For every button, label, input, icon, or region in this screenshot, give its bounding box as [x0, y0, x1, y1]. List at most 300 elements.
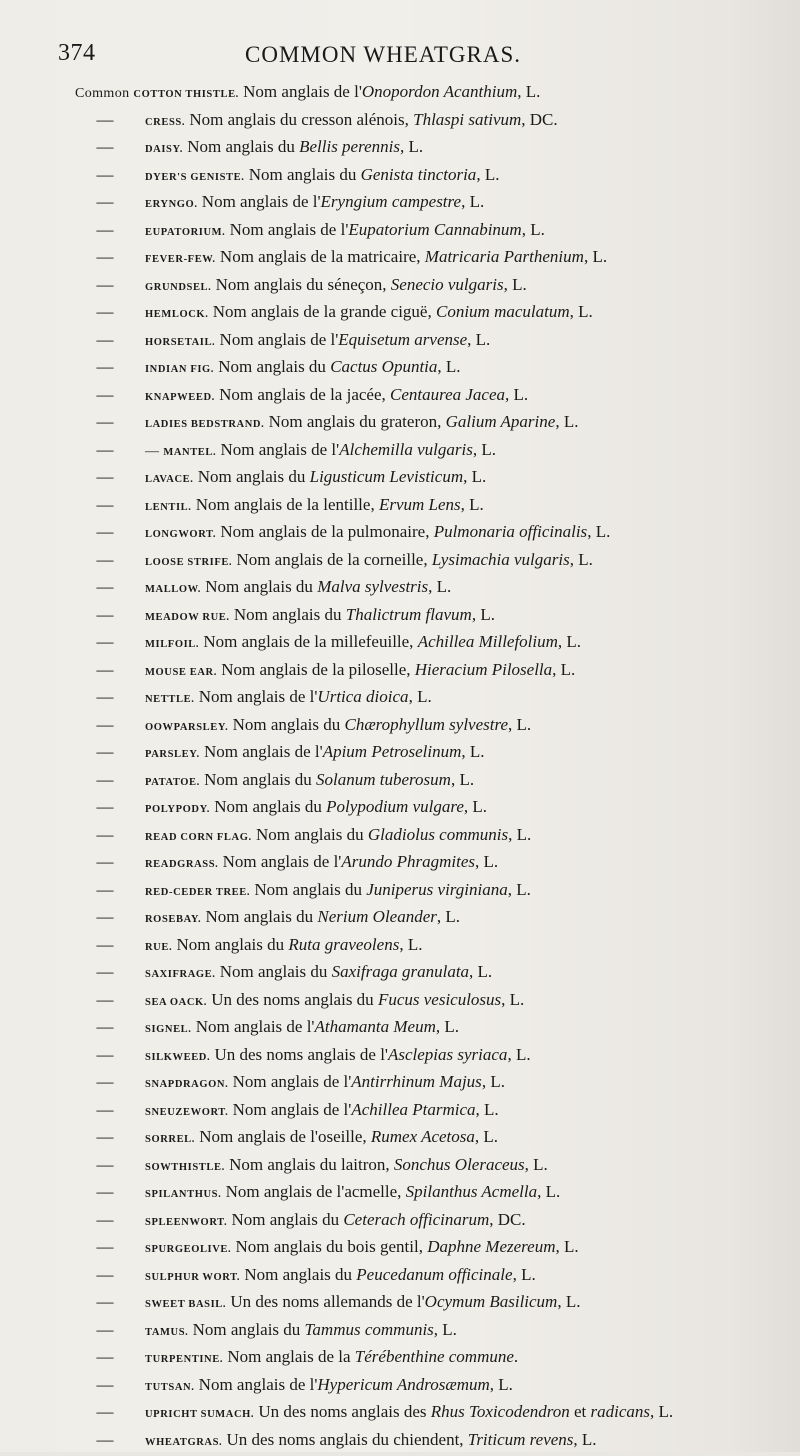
entry-line: [145, 161, 499, 192]
dictionary-entry: [0, 408, 800, 436]
entry-definition: Nom anglais de l': [192, 1017, 315, 1036]
entry-term: SAXIFRAGE.: [145, 969, 215, 980]
entry-authority: , L.: [555, 412, 578, 431]
ditto-dash: —: [96, 793, 114, 821]
ditto-dash: —: [96, 1233, 114, 1261]
dictionary-entry: [0, 436, 800, 464]
entry-term: ROSEBAY.: [145, 914, 201, 925]
dictionary-entry: [0, 848, 800, 876]
entry-latin-name: Rhus Toxicodendron: [431, 1402, 570, 1421]
dictionary-entry: [0, 1068, 800, 1096]
entry-authority: , L.: [513, 1265, 536, 1284]
entry-definition: Nom anglais du cresson alénois,: [185, 110, 413, 129]
entry-definition: Nom anglais de l': [198, 192, 321, 211]
ditto-dash: —: [96, 408, 114, 436]
dictionary-entry: [0, 738, 800, 766]
entry-term: MILFOIL.: [145, 639, 199, 650]
entry-term: RED-CEDER TREE.: [145, 887, 250, 898]
entry-authority: , L.: [537, 1182, 560, 1201]
entry-authority: , L.: [463, 467, 486, 486]
entry-authority: , L.: [522, 220, 545, 239]
entry-definition: Nom anglais du: [227, 1210, 343, 1229]
entry-definition: Nom anglais du: [214, 357, 330, 376]
entry-definition: Nom anglais de la corneille,: [232, 550, 432, 569]
ditto-dash: —: [96, 1178, 114, 1206]
entry-latin-name: Matricaria Parthenium: [425, 247, 584, 266]
entry-authority: , L.: [475, 1127, 498, 1146]
entry-latin-name: Rumex Acetosa: [371, 1127, 475, 1146]
ditto-dash: —: [96, 931, 114, 959]
dictionary-entry: [0, 1233, 800, 1261]
dictionary-entry: [0, 106, 800, 134]
entry-authority: , L.: [557, 1292, 580, 1311]
dictionary-entry: [0, 683, 800, 711]
dictionary-entry: [0, 628, 800, 656]
entry-authority: , L.: [476, 1100, 499, 1119]
dictionary-entry: [0, 326, 800, 354]
entry-authority: , L.: [434, 1320, 457, 1339]
dictionary-entry: [0, 1261, 800, 1289]
entry-term: LOOSE STRIFE.: [145, 557, 232, 568]
entry-definition: Nom anglais de l': [225, 220, 348, 239]
entry-latin-name: Juniperus virginiana: [366, 880, 508, 899]
dictionary-entry: [0, 766, 800, 794]
dictionary-entry: [0, 986, 800, 1014]
entry-definition: Nom anglais du: [183, 137, 299, 156]
dictionary-entry: [0, 1013, 800, 1041]
dictionary-entry: [0, 1206, 800, 1234]
entry-latin-name: Spilanthus Acmella: [406, 1182, 537, 1201]
entry-term: SPLEENWORT.: [145, 1217, 227, 1228]
ditto-dash: —: [96, 546, 114, 574]
ditto-dash: —: [96, 738, 114, 766]
entry-latin-name: Triticum revens: [468, 1430, 574, 1449]
entry-line: [145, 766, 474, 797]
entry-line: [145, 1151, 548, 1182]
dictionary-entry: [0, 656, 800, 684]
entry-term: WHEATGRAS.: [145, 1437, 222, 1448]
entry-line: [145, 848, 498, 879]
entry-latin-name: Equisetum arvense: [338, 330, 467, 349]
entry-authority: , L.: [464, 797, 487, 816]
entry-latin-name: Asclepias syriaca: [388, 1045, 507, 1064]
entry-latin-name: Ruta graveolens: [288, 935, 399, 954]
entry-latin-name: Fucus vesiculosus: [378, 990, 501, 1009]
entry-term: GRUNDSEL.: [145, 282, 211, 293]
entry-definition: Un des noms anglais des: [254, 1402, 431, 1421]
entry-authority: , L.: [552, 660, 575, 679]
entry-latin-name: Sonchus Oleraceus: [394, 1155, 525, 1174]
ditto-dash: —: [96, 1343, 114, 1371]
entry-line: [145, 326, 490, 357]
entry-authority: , L.: [508, 880, 531, 899]
entry-latin-name: Galium Aparine: [446, 412, 556, 431]
ditto-dash: —: [96, 986, 114, 1014]
entry-definition: Nom anglais de la piloselle,: [217, 660, 415, 679]
entry-term: KNAPWEED.: [145, 392, 215, 403]
entry-authority: , DC.: [521, 110, 557, 129]
entry-definition: Nom anglais de l': [239, 82, 362, 101]
ditto-dash: —: [96, 848, 114, 876]
entry-term: DYER'S GENISTE.: [145, 172, 244, 183]
ditto-dash: —: [96, 876, 114, 904]
entry-definition: Nom anglais de l'oseille,: [195, 1127, 371, 1146]
ditto-dash: —: [96, 1151, 114, 1179]
entry-definition: Nom anglais du: [172, 935, 288, 954]
entry-term: ERYNGO.: [145, 199, 198, 210]
ditto-dash: —: [96, 1206, 114, 1234]
entry-line: [145, 1233, 579, 1264]
ditto-dash: —: [96, 298, 114, 326]
entry-latin-name: Térébenthine commune: [355, 1347, 514, 1366]
entry-definition: Nom anglais de l': [194, 1375, 317, 1394]
entry-line: [75, 78, 540, 109]
dictionary-entry: [0, 573, 800, 601]
entry-term: PATATOE.: [145, 777, 200, 788]
entry-term: CRESS.: [145, 117, 185, 128]
entry-term: SNAPDRAGON.: [145, 1079, 228, 1090]
entry-line: [145, 986, 524, 1017]
entry-term: HORSETAIL.: [145, 337, 215, 348]
dictionary-entry: [0, 271, 800, 299]
page-shadow: [730, 0, 800, 1452]
ditto-dash: —: [96, 683, 114, 711]
entry-definition: Nom anglais de la grande ciguë,: [208, 302, 436, 321]
entry-definition: Nom anglais de la jacée,: [215, 385, 390, 404]
entry-latin-name: Malva sylvestris: [317, 577, 428, 596]
entry-line: [145, 1398, 673, 1429]
dictionary-entry: [0, 1288, 800, 1316]
entry-definition: Nom anglais du: [201, 907, 317, 926]
entry-line: [145, 1316, 457, 1347]
ditto-dash: —: [96, 573, 114, 601]
entry-latin-name: Genista tinctoria: [361, 165, 477, 184]
entry-term: SWEET BASIL.: [145, 1299, 226, 1310]
entry-definition: Nom anglais de la millefeuille,: [199, 632, 418, 651]
entry-authority: , L.: [399, 935, 422, 954]
entry-line: [145, 518, 610, 549]
entry-authority: , L.: [501, 990, 524, 1009]
entry-definition: Un des noms anglais du: [207, 990, 378, 1009]
entry-term: UPRICHT SUMACH.: [145, 1409, 254, 1420]
entry-authority: , DC.: [489, 1210, 525, 1229]
entry-line: [145, 931, 422, 962]
page-header: [0, 36, 800, 72]
entry-definition: Un des noms anglais du chiendent,: [222, 1430, 468, 1449]
entry-term: SORREL.: [145, 1134, 195, 1145]
entry-latin-name: Ligusticum Levisticum: [310, 467, 463, 486]
ditto-dash: —: [96, 656, 114, 684]
entry-term: PARSLEY.: [145, 749, 200, 760]
entry-authority: , L.: [436, 1017, 459, 1036]
entry-definition: Nom anglais de l': [200, 742, 323, 761]
entry-term: INDIAN FIG.: [145, 364, 214, 375]
entry-definition: Nom anglais du laitron,: [225, 1155, 394, 1174]
entry-latin-name: Nerium Oleander: [317, 907, 436, 926]
ditto-dash: —: [96, 903, 114, 931]
entry-term: POLYPODY.: [145, 804, 210, 815]
entry-authority: , L.: [467, 330, 490, 349]
ditto-dash: —: [96, 1398, 114, 1426]
entry-latin-name: Saxifraga granulata: [332, 962, 469, 981]
entry-definition: Nom anglais du: [240, 1265, 356, 1284]
entry-authority: , L.: [573, 1430, 596, 1449]
entry-latin-name: Ervum Lens: [379, 495, 461, 514]
entry-definition: Nom anglais de l': [216, 440, 339, 459]
entry-latin-name: Peucedanum officinale: [356, 1265, 512, 1284]
entry-line: [145, 1343, 518, 1374]
entry-definition: Nom anglais de l': [228, 1100, 351, 1119]
dictionary-entry: [0, 1151, 800, 1179]
entry-line: [145, 216, 545, 247]
entry-line: [145, 436, 496, 467]
entry-definition: Nom anglais du: [244, 165, 360, 184]
entry-term: SPILANTHUS.: [145, 1189, 221, 1200]
ditto-dash: —: [96, 436, 114, 464]
entry-latin-name-2: radicans: [591, 1402, 651, 1421]
entry-line: [145, 1426, 597, 1456]
entry-authority: , L.: [451, 770, 474, 789]
entry-authority: , L.: [473, 440, 496, 459]
entry-definition: Nom anglais de la: [223, 1347, 355, 1366]
entry-line: [145, 738, 484, 769]
entry-definition: Nom anglais de la matricaire,: [216, 247, 425, 266]
entry-term: NETTLE.: [145, 694, 194, 705]
dictionary-entry: [0, 133, 800, 161]
ditto-dash: —: [96, 958, 114, 986]
entry-authority: , L.: [517, 82, 540, 101]
entry-authority: , L.: [508, 825, 531, 844]
entry-definition: Nom anglais de l': [194, 687, 317, 706]
entry-list: [0, 78, 800, 1453]
entry-authority: , L.: [570, 550, 593, 569]
entry-line: [145, 628, 581, 659]
entry-authority: , L.: [525, 1155, 548, 1174]
ditto-dash: —: [96, 628, 114, 656]
entry-latin-name: Athamanta Meum: [315, 1017, 436, 1036]
entry-term: READ CORN FLAG.: [145, 832, 252, 843]
entry-line: [145, 1013, 459, 1044]
dictionary-entry: [0, 463, 800, 491]
dictionary-entry: [0, 381, 800, 409]
entry-authority: , L.: [482, 1072, 505, 1091]
entry-term: MEADOW RUE.: [145, 612, 230, 623]
entry-line: [145, 188, 484, 219]
entry-term: FEVER-FEW.: [145, 254, 216, 265]
entry-term: SOWTHISTLE.: [145, 1162, 225, 1173]
entry-line: [145, 958, 492, 989]
entry-latin-name: Achillea Millefolium: [418, 632, 558, 651]
ditto-dash: —: [96, 491, 114, 519]
running-title: COMMON WHEATGRAS.: [245, 42, 521, 68]
dictionary-entry: [0, 821, 800, 849]
entry-line: [145, 711, 531, 742]
entry-latin-name: Daphne Mezereum: [427, 1237, 555, 1256]
entry-latin-name: Gladiolus communis: [368, 825, 508, 844]
entry-latin-name: Thalictrum flavum: [346, 605, 472, 624]
entry-definition: Nom anglais du: [201, 577, 317, 596]
entry-term: MANTEL.: [163, 447, 216, 458]
entry-term: EUPATORIUM.: [145, 227, 225, 238]
entry-term: SIGNEL.: [145, 1024, 192, 1035]
entry-latin-name: Ocymum Basilicum: [425, 1292, 558, 1311]
entry-term: SPURGEOLIVE.: [145, 1244, 231, 1255]
entry-term: LAVACE.: [145, 474, 193, 485]
ditto-dash: —: [96, 188, 114, 216]
entry-term: SULPHUR WORT.: [145, 1272, 240, 1283]
entry-line: [145, 1041, 531, 1072]
entry-term: LENTIL.: [145, 502, 192, 513]
ditto-dash: —: [96, 133, 114, 161]
page-number: 374: [58, 40, 96, 67]
entry-latin-name: Antirrhinum Majus: [351, 1072, 482, 1091]
ditto-dash: —: [96, 381, 114, 409]
dictionary-entry: [0, 1041, 800, 1069]
entry-term: SEA OACK.: [145, 997, 207, 1008]
entry-line: [145, 243, 607, 274]
ditto-dash: —: [96, 766, 114, 794]
entry-term: OOWPARSLEY.: [145, 722, 228, 733]
dictionary-entry: [0, 1316, 800, 1344]
dictionary-entry: [0, 903, 800, 931]
ditto-dash: —: [96, 326, 114, 354]
entry-line: [145, 298, 593, 329]
ditto-dash: —: [96, 1316, 114, 1344]
entry-lead: Common: [75, 86, 133, 101]
entry-line: [145, 106, 558, 137]
entry-term: READGRASS.: [145, 859, 218, 870]
entry-line: [145, 1288, 580, 1319]
entry-authority: , L.: [558, 632, 581, 651]
entry-definition: Nom anglais du: [250, 880, 366, 899]
ditto-dash: —: [96, 271, 114, 299]
entry-latin-name: Hypericum Androsæmum: [317, 1375, 489, 1394]
entry-latin-name: Alchemilla vulgaris: [339, 440, 473, 459]
ditto-dash: —: [96, 1371, 114, 1399]
entry-definition: Nom anglais de l': [215, 330, 338, 349]
entry-latin-name: Cactus Opuntia: [330, 357, 437, 376]
entry-definition: Nom anglais de la pulmonaire,: [216, 522, 434, 541]
entry-authority: , L.: [437, 357, 460, 376]
entry-latin-name: Arundo Phragmites: [341, 852, 475, 871]
entry-latin-name: Urtica dioica: [317, 687, 408, 706]
ditto-dash: —: [96, 1013, 114, 1041]
entry-definition: Nom anglais de la lentille,: [192, 495, 379, 514]
entry-authority: , L.: [505, 385, 528, 404]
dictionary-entry: [0, 1343, 800, 1371]
entry-latin-name: Senecio vulgaris: [391, 275, 504, 294]
entry-authority-2: , L.: [650, 1402, 673, 1421]
entry-definition: Nom anglais du: [230, 605, 346, 624]
entry-definition: Un des noms anglais de l': [210, 1045, 388, 1064]
entry-line: [145, 793, 487, 824]
entry-latin-name: Solanum tuberosum: [316, 770, 451, 789]
ditto-dash: —: [96, 243, 114, 271]
entry-line: [145, 1371, 513, 1402]
entry-term: MOUSE EAR.: [145, 667, 217, 678]
dictionary-entry: [0, 78, 800, 106]
entry-authority: , L.: [400, 137, 423, 156]
ditto-dash: —: [96, 1288, 114, 1316]
dictionary-entry: [0, 1123, 800, 1151]
entry-definition: Un des noms allemands de l': [226, 1292, 425, 1311]
entry-line: [145, 601, 495, 632]
entry-definition: Nom anglais du: [210, 797, 326, 816]
entry-term: MALLOW.: [145, 584, 201, 595]
entry-definition: Nom anglais du: [215, 962, 331, 981]
entry-latin-name: Eryngium campestre: [321, 192, 462, 211]
ditto-dash: —: [96, 821, 114, 849]
entry-definition: Nom anglais du: [228, 715, 344, 734]
ditto-dash: —: [96, 1123, 114, 1151]
entry-definition: Nom anglais du bois gentil,: [231, 1237, 427, 1256]
ditto-dash: —: [96, 353, 114, 381]
dictionary-entry: [0, 188, 800, 216]
entry-authority: , L.: [437, 907, 460, 926]
entry-authority: .: [514, 1347, 518, 1366]
entry-latin-name: Conium maculatum: [436, 302, 570, 321]
dictionary-entry: [0, 1178, 800, 1206]
dictionary-entry: [0, 931, 800, 959]
entry-line: [145, 1206, 526, 1237]
entry-line: [145, 656, 575, 687]
entry-line: [145, 1261, 536, 1292]
entry-authority: , L.: [409, 687, 432, 706]
entry-definition: Nom anglais de l'acmelle,: [221, 1182, 405, 1201]
entry-line: [145, 408, 578, 439]
entry-definition: Nom anglais du: [188, 1320, 304, 1339]
entry-authority: , L.: [584, 247, 607, 266]
entry-line: [145, 821, 531, 852]
entry-latin-name: Pulmonaria officinalis: [434, 522, 587, 541]
dictionary-entry: [0, 518, 800, 546]
entry-line: [145, 1068, 505, 1099]
ditto-dash: —: [96, 106, 114, 134]
dictionary-entry: [0, 601, 800, 629]
entry-line: [145, 573, 451, 604]
entry-line: [145, 683, 432, 714]
entry-latin-name: Thlaspi sativum: [413, 110, 521, 129]
entry-line: [145, 353, 461, 384]
entry-authority: , L.: [508, 715, 531, 734]
entry-line: [145, 1178, 560, 1209]
ditto-dash: —: [96, 216, 114, 244]
dictionary-entry: [0, 711, 800, 739]
entry-term: LADIES BEDSTRAND.: [145, 419, 264, 430]
entry-authority: , L.: [461, 192, 484, 211]
entry-term: DAISY.: [145, 144, 183, 155]
dictionary-entry: [0, 1398, 800, 1426]
dictionary-entry: [0, 793, 800, 821]
entry-authority: , L.: [469, 962, 492, 981]
entry-line: [145, 876, 531, 907]
entry-latin-name: Onopordon Acanthium: [362, 82, 517, 101]
entry-line: [145, 1123, 498, 1154]
ditto-dash: —: [96, 601, 114, 629]
entry-line: [145, 491, 484, 522]
entry-term: SNEUZEWORT.: [145, 1107, 228, 1118]
ditto-dash: —: [96, 1426, 114, 1454]
dictionary-entry: [0, 1371, 800, 1399]
entry-latin-name: Bellis perennis: [299, 137, 400, 156]
dictionary-entry: [0, 876, 800, 904]
entry-authority: , L.: [428, 577, 451, 596]
entry-line: [145, 903, 460, 934]
entry-latin-name: Tammus communis: [305, 1320, 434, 1339]
dictionary-entry: [0, 353, 800, 381]
entry-authority: , L.: [461, 742, 484, 761]
dictionary-entry: [0, 1096, 800, 1124]
